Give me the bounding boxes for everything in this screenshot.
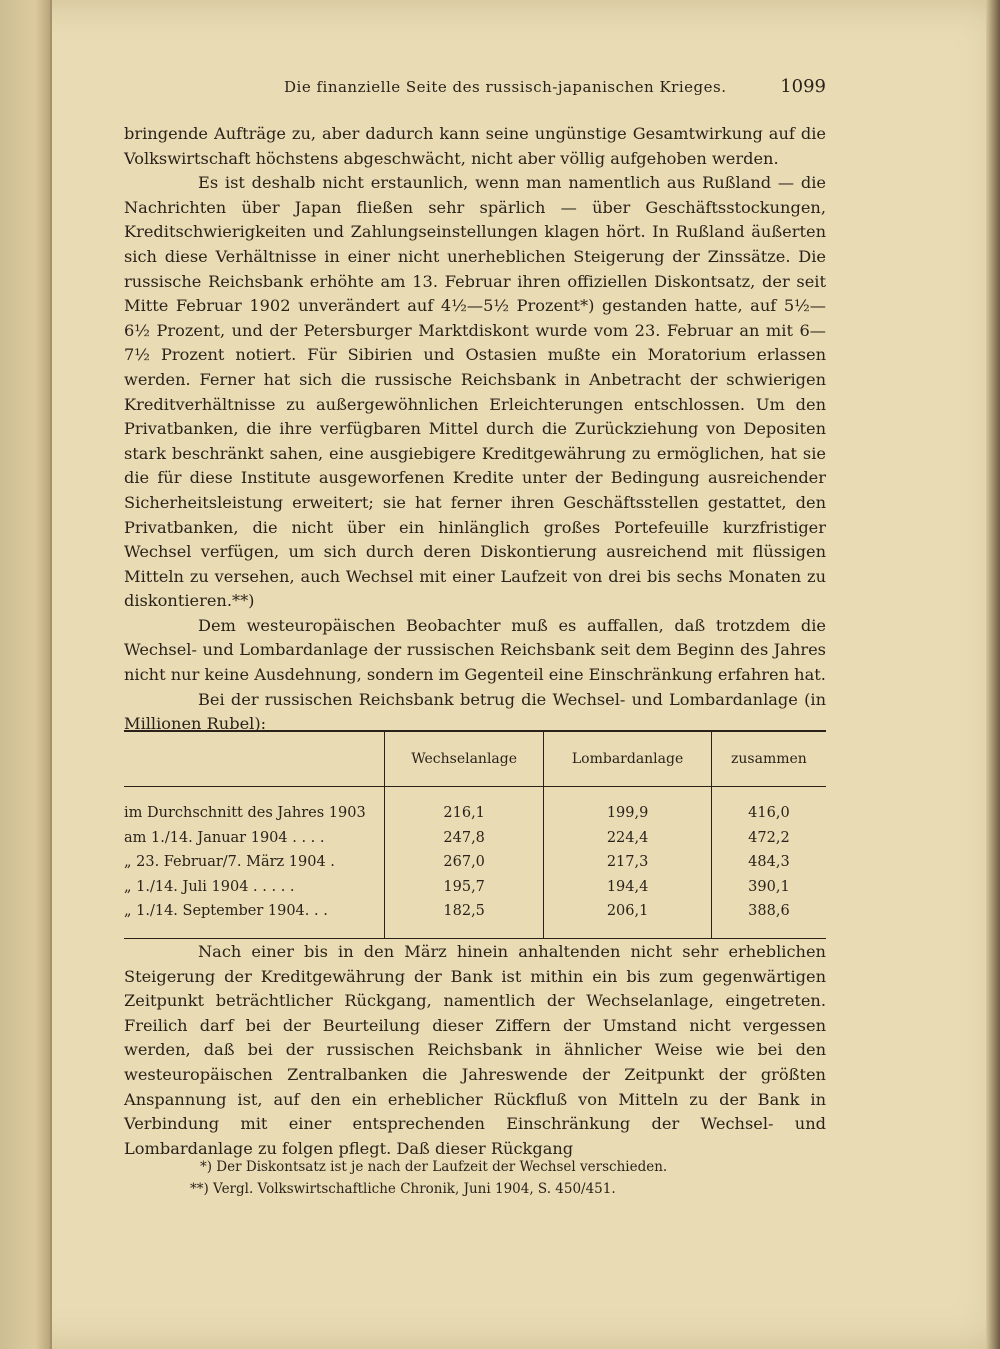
running-header <box>124 78 826 102</box>
paragraph-3: Dem westeuropäischen Beobachter muß es auffallen, daß trotzdem die Wechsel- und Lombardanlage der russischen Reichsbank seit dem Beginn des Jahres nicht nur keine Ausdehnung, sondern im Gegenteil eine Einschränkung erfahren hat. <box>124 615 826 685</box>
table-header-wechsel: Wechselanlage <box>385 731 544 787</box>
footnote-2: **) Vergl. Volkswirtschaftliche Chronik, Juni 1904, S. 450/451. <box>190 1181 616 1197</box>
table-row <box>124 875 826 900</box>
table-header-row <box>124 731 826 787</box>
footnote-1: *) Der Diskontsatz ist je nach der Laufzeit der Wechsel verschieden. <box>200 1159 668 1175</box>
cell-wechsel: 195,7 <box>385 875 544 900</box>
table-header-zusammen: zusammen <box>711 731 826 787</box>
cell-wechsel: 182,5 <box>385 899 544 938</box>
table-row <box>124 787 826 826</box>
cell-zusammen: 472,2 <box>711 826 826 851</box>
cell-lombard: 224,4 <box>544 826 712 851</box>
paragraph-1: bringende Aufträge zu, aber dadurch kann seine ungünstige Gesamtwirkung auf die Volkswirtschaft höchstens abgeschwächt, nicht aber völlig aufgehoben werden. <box>124 124 826 168</box>
row-label: „ 1./14. September 1904. . . <box>124 899 385 938</box>
cell-wechsel: 247,8 <box>385 826 544 851</box>
cell-lombard: 194,4 <box>544 875 712 900</box>
reichsbank-table <box>124 730 826 939</box>
body-text-bottom <box>124 940 826 1161</box>
footnotes <box>124 1156 826 1200</box>
cell-zusammen: 390,1 <box>711 875 826 900</box>
body-text-top <box>124 122 826 737</box>
paragraph-4: Bei der russischen Reichsbank betrug die Wechsel- und Lombardanlage (in Millionen Rubel): <box>124 689 826 734</box>
row-label: am 1./14. Januar 1904 . . . . <box>124 829 325 846</box>
data-table-wrapper <box>124 730 826 939</box>
cell-wechsel: 267,0 <box>385 850 544 875</box>
row-label: „ 1./14. Juli 1904 . . . . . <box>124 878 295 895</box>
table-header-lombard: Lombardanlage <box>544 731 712 787</box>
running-title: Die finanzielle Seite des russisch-japanischen Krieges. <box>284 78 727 96</box>
page-shadow-edge <box>986 0 1000 1349</box>
table-row <box>124 850 826 875</box>
cell-zusammen: 484,3 <box>711 850 826 875</box>
cell-wechsel: 216,1 <box>385 787 544 826</box>
table-row <box>124 899 826 938</box>
paragraph-2: Es ist deshalb nicht erstaunlich, wenn man namentlich aus Rußland — die Nachrichten über Japan fließen sehr spärlich — über Geschäftsstockungen, Kreditschwierigkeiten und Zahlungseinstellungen klagen hört. In Rußland äußerten sich diese Verhältnisse in einer nicht unerheblichen Steigerung der Zinssätze. Die russische Reichsbank erhöhte am 13. Februar ihren offiziellen Diskontsatz, der seit Mitte Februar 1902 unverändert auf 4½—5½ Prozent*) gestanden hatte, auf 5½—6½ Prozent, und der Petersburger Marktdiskont wurde vom 23. Februar an mit 6—7½ Prozent notiert. Für Sibirien und Ostasien mußte ein Moratorium erlassen werden. Ferner hat sich die russische Reichsbank in Anbetracht der schwierigen Kreditverhältnisse zu außergewöhnlichen Erleichterungen entschlossen. Um den Privatbanken, die ihre verfügbaren Mittel durch die Zurückziehung von Depositen stark beschränkt sahen, eine ausgiebigere Kreditgewährung zu ermöglichen, hat sie die für diese Institute ausgeworfenen Kredite unter der Bedingung ausreichender Sicherheitsleistung erweitert; sie hat ferner ihren Geschäftsstellen gestattet, den Privatbanken, die nicht über ein hinlänglich großes Portefeuille kurzfristiger Wechsel verfügen, um sich durch deren Diskontierung ausreichend mit flüssigen Mitteln zu versehen, auch Wechsel mit einer Laufzeit von drei bis sechs Monaten zu diskontieren.**) <box>124 173 826 611</box>
cell-lombard: 217,3 <box>544 850 712 875</box>
row-label: „ 23. Februar/7. März 1904 . <box>124 854 335 871</box>
paragraph-5: Nach einer bis in den März hinein anhaltenden nicht sehr erheblichen Steigerung der Kreditgewährung der Bank ist mithin ein bis zum gegenwärtigen Zeitpunkt beträchtlicher Rückgang, namentlich der Wechselanlage, eingetreten. Freilich darf bei der Beurteilung dieser Ziffern der Umstand nicht vergessen werden, daß bei der russischen Reichsbank in ähnlicher Weise wie bei den westeuropäischen Zentralbanken die Jahreswende der Zeitpunkt der größten Anspannung ist, auf den ein erheblicher Rückfluß von Mitteln zu der Bank in Verbindung mit einer entsprechenden Einschränkung der Wechsel- und Lombardanlage zu folgen pflegt. Daß dieser Rückgang <box>124 942 826 1158</box>
cell-lombard: 199,9 <box>544 787 712 826</box>
page-number: 1099 <box>780 76 826 97</box>
cell-zusammen: 388,6 <box>711 899 826 938</box>
table-header-label <box>124 731 385 787</box>
previous-page-edge <box>0 0 52 1349</box>
cell-lombard: 206,1 <box>544 899 712 938</box>
row-label: im Durchschnitt des Jahres 1903 <box>124 805 366 822</box>
cell-zusammen: 416,0 <box>711 787 826 826</box>
table-row <box>124 826 826 851</box>
